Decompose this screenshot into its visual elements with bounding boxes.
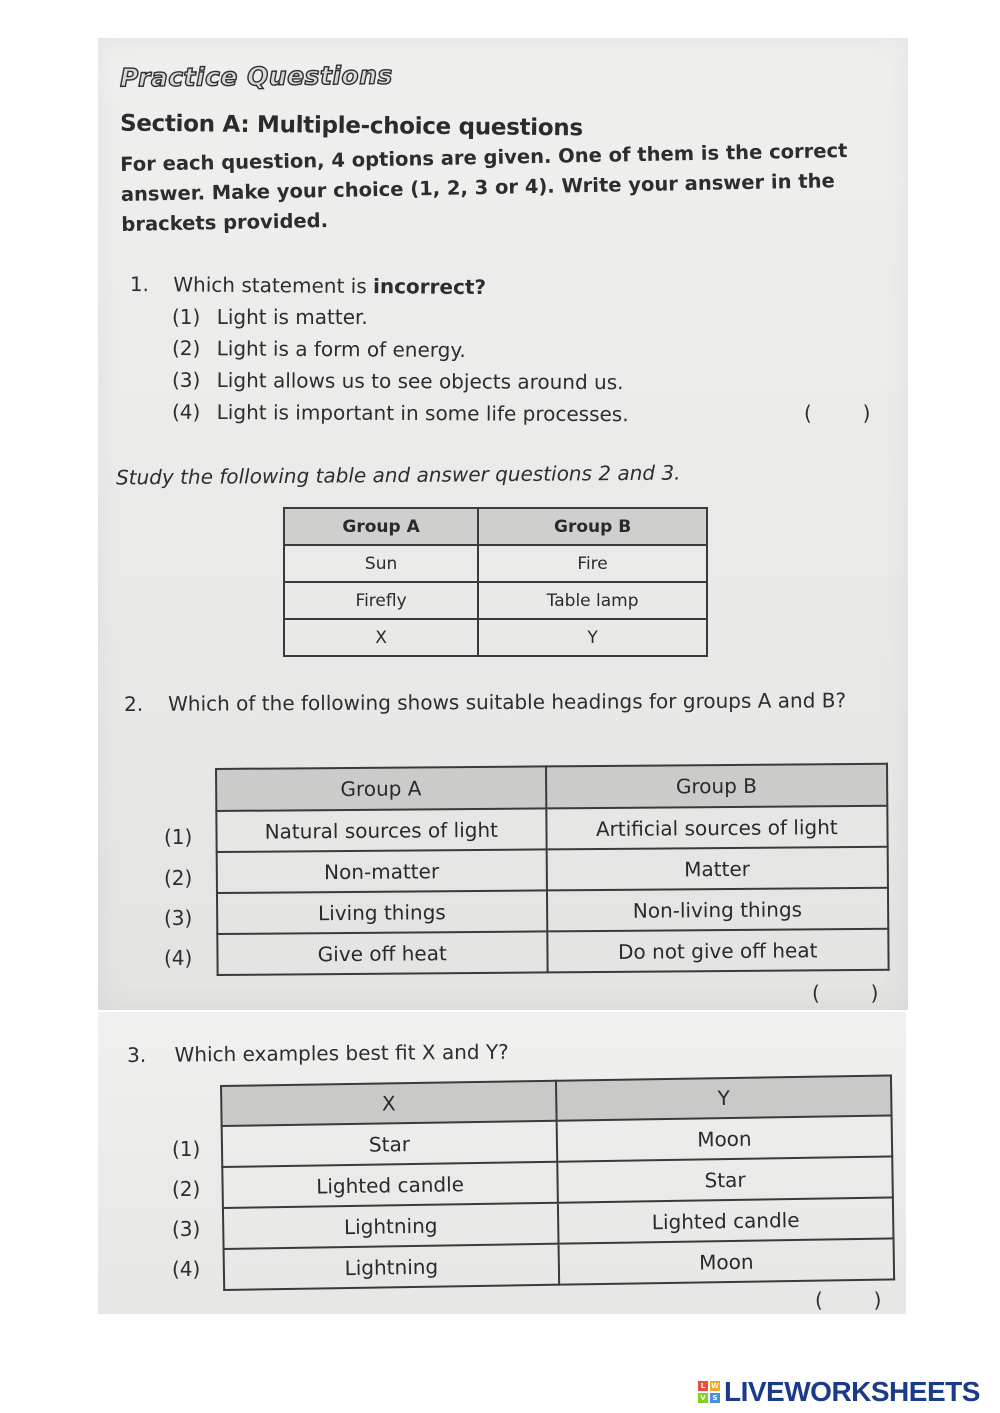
table-cell: Artificial sources of light (546, 806, 888, 850)
option-text: Light is important in some life processes. (216, 400, 629, 427)
logo-letter: V (698, 1393, 708, 1403)
table-cell: Lighted candle (222, 1162, 558, 1208)
q2-row-label: (4) (164, 946, 193, 970)
table-cell: Star (557, 1156, 893, 1202)
logo-letter: L (698, 1381, 708, 1391)
table-cell: Table lamp (478, 582, 707, 619)
logo-mark-icon (698, 1381, 720, 1403)
section-title: Section A: Multiple-choice questions (119, 110, 583, 142)
table-cell: Star (222, 1121, 558, 1167)
table-cell: Moon (559, 1238, 895, 1284)
table-row (217, 847, 888, 893)
table-header: Group B (546, 764, 888, 809)
table-header: Group B (478, 508, 707, 545)
question-number: 3. (127, 1042, 147, 1067)
q2-row-label: (3) (164, 906, 193, 930)
q2-answer-bracket[interactable]: ( ) (812, 981, 879, 1005)
table-row (284, 545, 707, 582)
liveworksheets-logo[interactable] (698, 1377, 980, 1407)
q2-options-table (215, 763, 890, 976)
table-cell: Living things (217, 890, 547, 934)
q1-option-2 (172, 336, 466, 362)
page-title: Practice Questions (119, 60, 393, 93)
table-cell: Sun (284, 545, 478, 582)
q3-row-label: (3) (172, 1217, 201, 1241)
question-1 (130, 272, 486, 299)
table-header: Y (556, 1075, 892, 1120)
q3-answer-bracket[interactable]: ( ) (815, 1288, 882, 1312)
table-cell: X (284, 619, 478, 656)
table-row (284, 582, 707, 619)
table-cell: Natural sources of light (216, 808, 546, 852)
table-cell: Lightning (224, 1244, 560, 1290)
q1-answer-bracket[interactable]: ( ) (804, 401, 871, 425)
option-label: (2) (171, 335, 201, 361)
option-text: Light allows us to see objects around us. (216, 368, 624, 395)
q1-option-1 (172, 305, 368, 329)
question-number: 2. (124, 691, 144, 716)
option-label: (1) (172, 305, 201, 329)
table-cell: Moon (557, 1115, 893, 1161)
q2-row-label: (1) (164, 825, 193, 849)
table-header: Group A (216, 766, 546, 811)
question-2 (124, 682, 894, 722)
table-cell: Fire (478, 545, 707, 582)
table-row (216, 806, 887, 852)
q1-option-3 (172, 368, 624, 394)
question-3 (127, 1040, 509, 1067)
table-cell: Non-living things (547, 888, 889, 932)
q2-row-label: (2) (164, 866, 193, 890)
option-label: (3) (171, 367, 201, 392)
logo-letter: S (710, 1393, 720, 1403)
table-cell: Non-matter (217, 849, 547, 893)
table-cell: Y (478, 619, 707, 656)
table-row (217, 929, 888, 975)
q3-row-label: (4) (172, 1257, 201, 1281)
q3-row-label: (1) (172, 1137, 201, 1161)
q3-options-table (220, 1074, 895, 1291)
q3-row-label: (2) (172, 1177, 201, 1201)
option-text: Light is a form of energy. (216, 336, 466, 363)
question-stem: Which examples best fit X and Y? (174, 1039, 509, 1067)
question-number: 1. (129, 272, 150, 297)
table-header: Group A (284, 508, 478, 545)
instructions-text: For each question, 4 options are given. One of them is the correct answer. Make your choice (1, 2, 3 or 4). Write your answer in the brackets provided. (120, 139, 848, 236)
table-cell: Do not give off heat (547, 929, 889, 973)
table-cell: Give off heat (217, 931, 547, 975)
table-header: X (221, 1081, 557, 1126)
question-stem-bold: incorrect? (372, 274, 487, 300)
table-cell: Matter (546, 847, 888, 891)
table-row (284, 619, 707, 656)
group-table (283, 507, 708, 657)
table-cell: Firefly (284, 582, 478, 619)
option-text: Light is matter. (216, 305, 368, 329)
study-note: Study the following table and answer questions 2 and 3. (115, 460, 681, 490)
question-stem: Which statement is (173, 272, 374, 299)
question-stem: Which of the following shows suitable headings for groups A and B? (168, 688, 847, 716)
option-label: (4) (171, 399, 201, 424)
brand-name: LIVEWORKSHEETS (724, 1376, 980, 1407)
q1-option-4 (172, 400, 629, 426)
table-row (217, 888, 888, 934)
table-cell: Lighted candle (558, 1197, 894, 1243)
table-cell: Lightning (223, 1203, 559, 1249)
logo-letter: W (711, 1382, 719, 1390)
